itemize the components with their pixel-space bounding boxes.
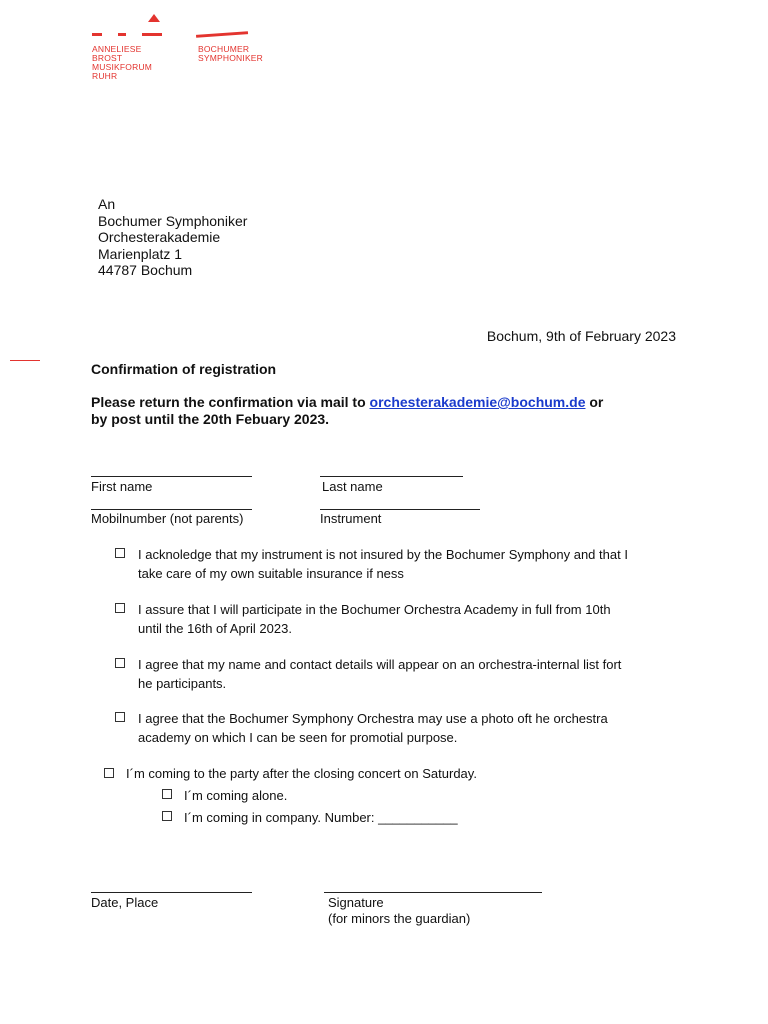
address-line: 44787 Bochum [98,262,193,278]
party-label: I´m coming to the party after the closing concert on Saturday. [126,766,477,781]
last-name-label: Last name [322,479,383,494]
list-item: I acknoledge that my instrument is not insured by the Bochumer Symphony and that I take care of my own suitable insurance if ness [138,547,628,581]
coming-company-checkbox[interactable] [162,811,172,821]
recipient-address [98,196,247,279]
signature-label: Signature [328,895,384,910]
list-item: I assure that I will participate in the Bochumer Orchestra Academy in full from 10th until the 16th of April 2023. [138,602,611,636]
signature-field[interactable] [324,892,542,893]
photo-consent-checkbox[interactable] [115,712,125,722]
address-line: Bochumer Symphoniker [98,212,248,229]
mobile-field[interactable] [91,509,252,510]
guardian-label: (for minors the guardian) [328,911,471,926]
return-instruction: Please return the confirmation via mail to orchesterakademie@bochum.de or by post until the 20th Febuary 2023. [91,394,604,427]
address-line: An [98,196,116,212]
first-name-label: First name [91,479,153,494]
date-place-label: Date, Place [91,895,159,910]
date-line: Bochum, 9th of February 2023 [486,328,676,344]
instrument-field[interactable] [320,509,480,510]
address-line: Marienplatz 1 [98,245,183,262]
last-name-field[interactable] [320,476,463,477]
logo [90,12,270,84]
page-title: Confirmation of registration [91,361,277,377]
first-name-field[interactable] [91,476,252,477]
contact-list-checkbox[interactable] [115,658,125,668]
email-link[interactable]: orchesterakademie@bochum.de [369,394,586,410]
party-checkbox[interactable] [104,768,114,778]
logo-text-right: BOCHUMER SYMPHONIKER [198,44,264,63]
date-place-field[interactable] [91,892,252,893]
list-item: I agree that the Bochumer Symphony Orchestra may use a photo oft he orchestra academy on which I can be seen for promotial purpose. [138,711,608,745]
list-item: I agree that my name and contact details will appear on an orchestra-internal list fort he participants. [138,657,622,691]
logo-mark-icon [90,12,270,42]
instrument-label: Instrument [320,511,382,526]
fold-mark [10,360,40,361]
coming-company-label: I´m coming in company. Number: ___________ [184,810,458,825]
coming-alone-label: I´m coming alone. [184,788,288,803]
coming-alone-checkbox[interactable] [162,789,172,799]
participation-checkbox[interactable] [115,603,125,613]
logo-text-left: ANNELIESE BROST MUSIKFORUM RUHR [92,44,153,81]
address-line: Orchesterakademie [98,229,221,245]
mobile-label: Mobilnumber (not parents) [91,511,244,526]
insurance-checkbox[interactable] [115,548,125,558]
